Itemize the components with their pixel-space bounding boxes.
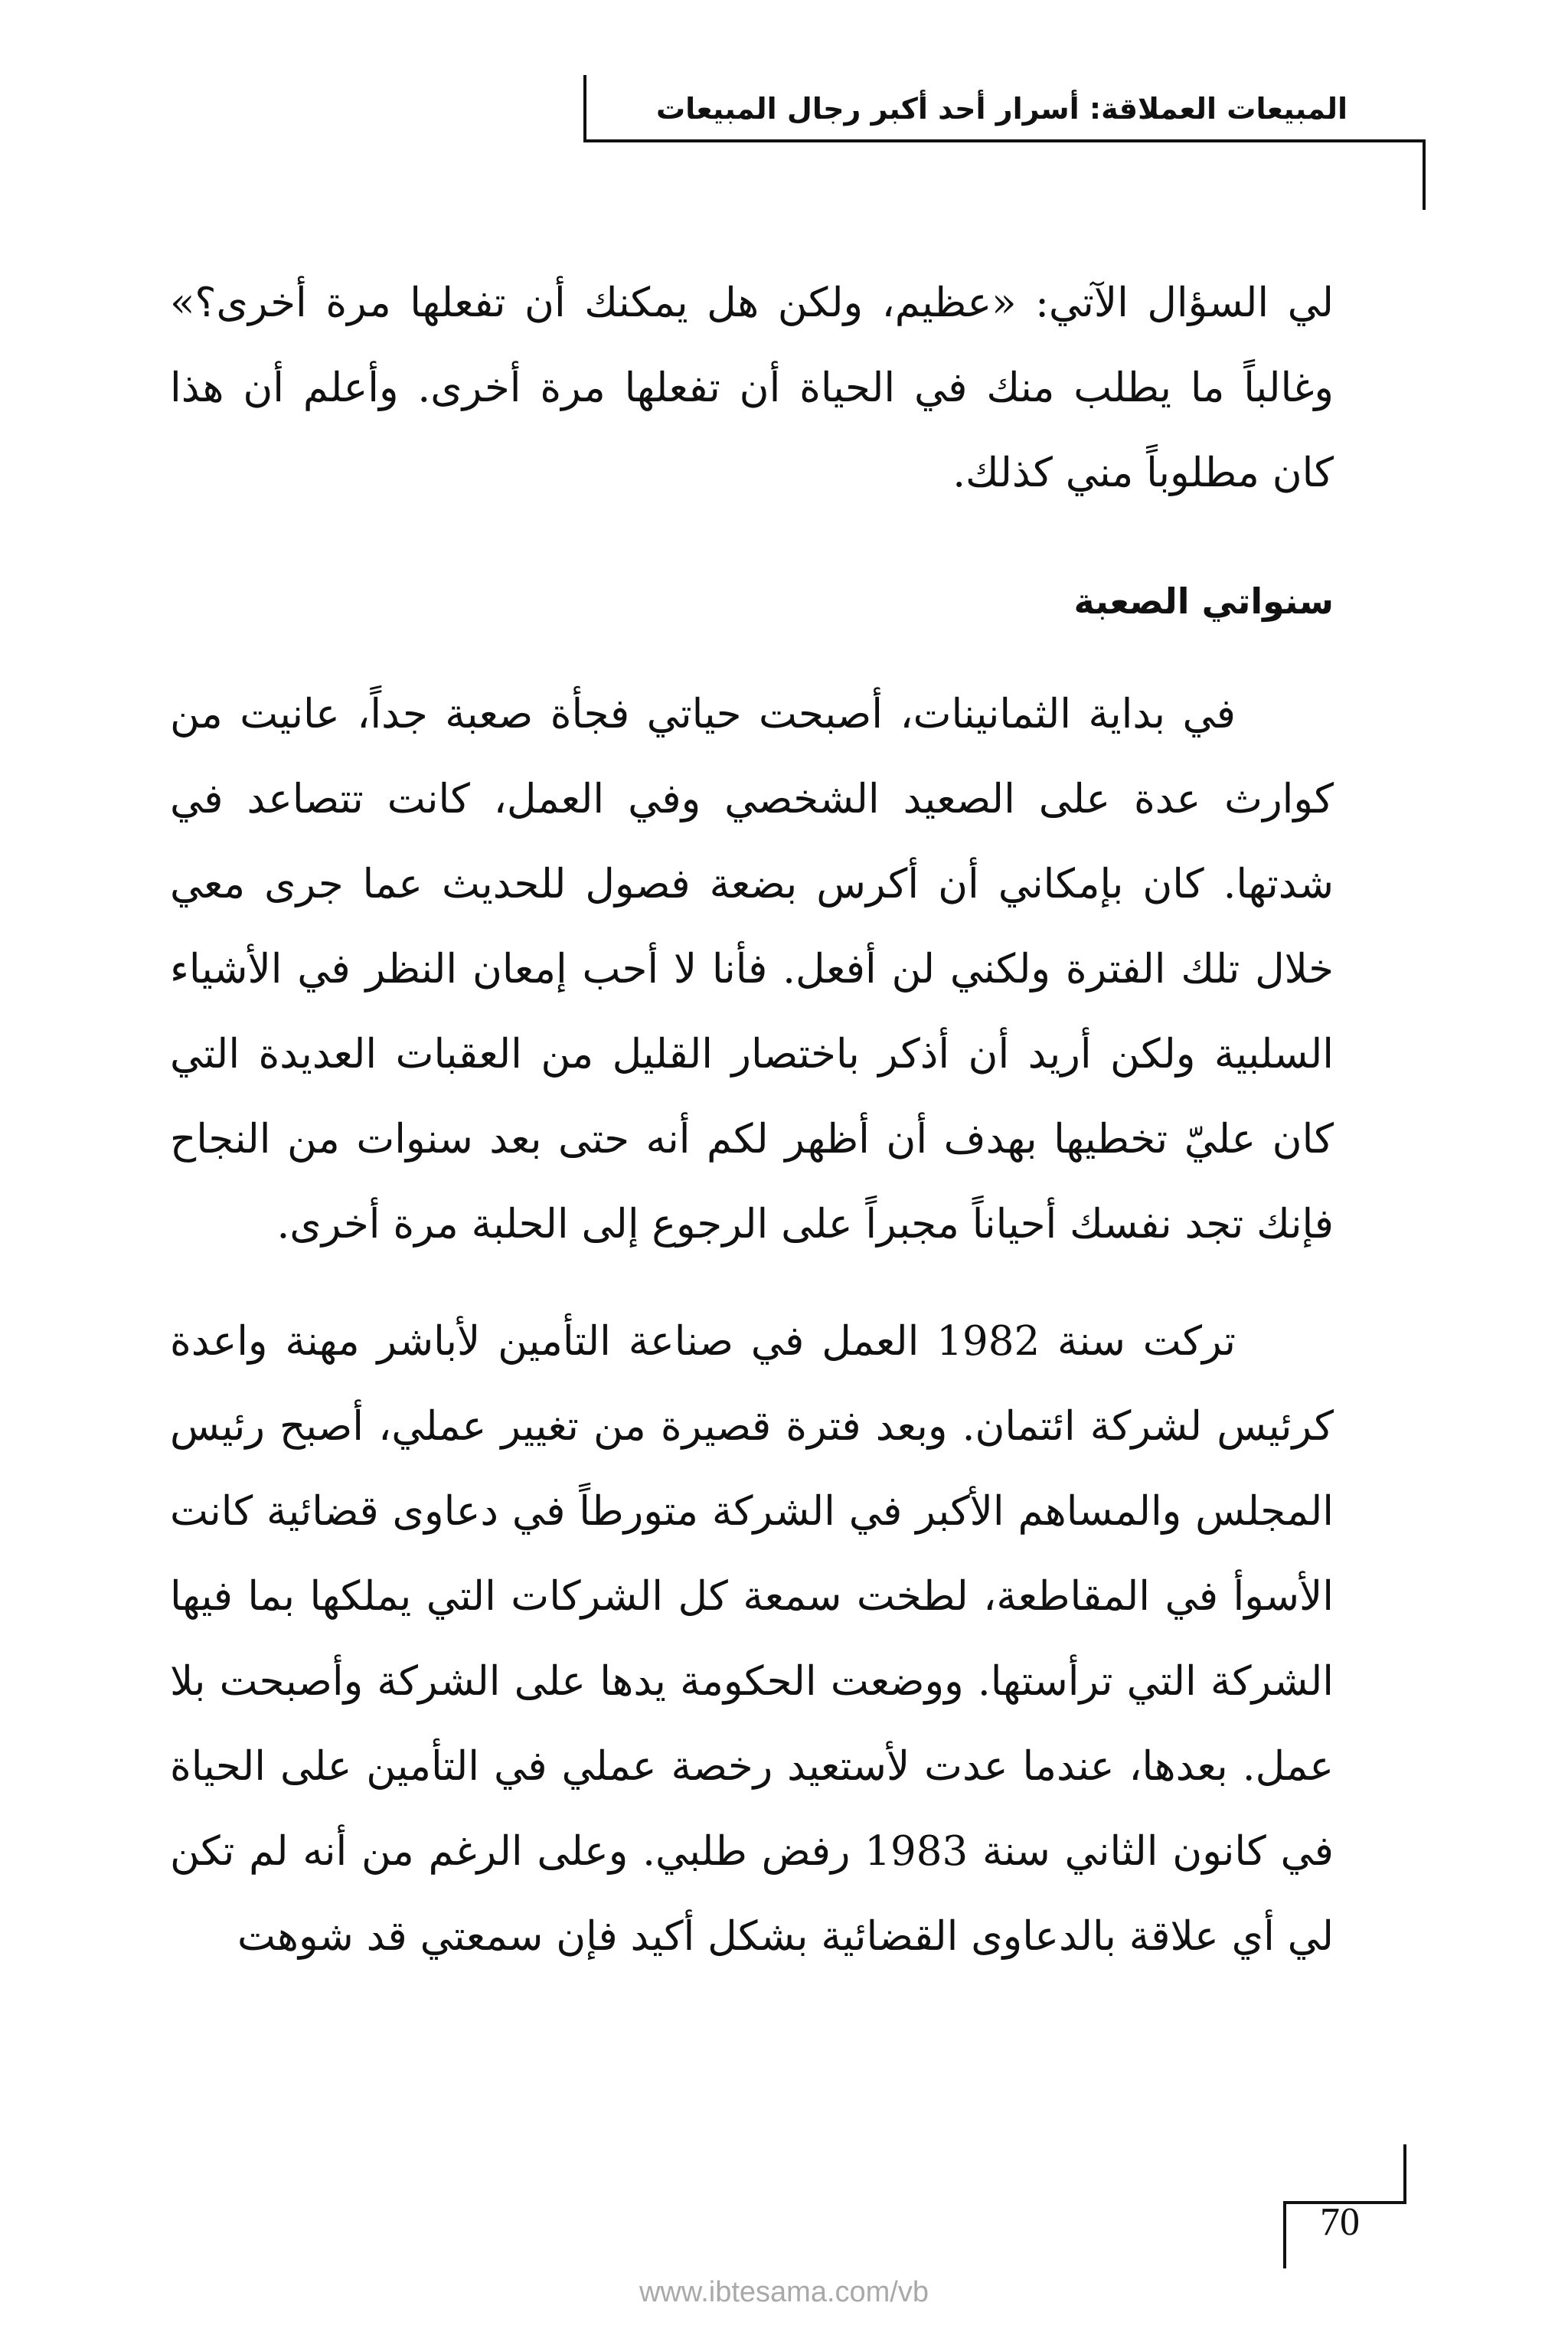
header-left-rule [583, 75, 586, 142]
spacer [170, 639, 1334, 672]
paragraph-early-eighties: في بداية الثمانينات، أصبحت حياتي فجأة صعبة جداً، عانيت من كوارث عدة على الصعيد الشخصي وفي العمل، كانت تتصاعد في شدتها. كان بإمكاني أن أكرس بضعة فصول للحديث عما جرى معي خلال تلك الفترة ولكني لن أفعل. فأنا لا أحب إمعان النظر في الأشياء السلبية ولكن أريد أن أذكر باختصار القليل من العقبات العديدة التي كان عليّ تخطيها بهدف أن أظهر لكم أنه حتى بعد سنوات من النجاح فإنك تجد نفسك أحياناً مجبراً على الرجوع إلى الحلبة مرة أخرى. [170, 691, 1334, 1248]
paragraph-continuation: لي السؤال الآتي: «عظيم، ولكن هل يمكنك أن تفعلها مرة أخرى؟» وغالباً ما يطلب منك في الحياة أن تفعلها مرة أخرى. وأعلم أن هذا كان مطلوباً مني كذلك. [170, 280, 1334, 496]
watermark-url: www.ibtesama.com/vb [639, 2276, 929, 2308]
running-header-title: المبيعات العملاقة: أسرار أحد أكبر رجال المبيعات [655, 92, 1348, 126]
spacer [170, 515, 1334, 563]
header-underline [583, 139, 1426, 142]
section-heading: سنواتي الصعبة [1073, 581, 1334, 622]
footer-left-rule [1283, 2201, 1286, 2268]
footer-right-rule [1403, 2144, 1406, 2204]
header-right-rule [1423, 139, 1426, 210]
page-number: 70 [1320, 2200, 1360, 2244]
spacer [170, 1267, 1334, 1299]
page-body [170, 260, 1334, 1979]
paragraph-1982: تركت سنة 1982 العمل في صناعة التأمين لأباشر مهنة واعدة كرئيس لشركة ائتمان. وبعد فترة قصيرة من تغيير عملي، أصبح رئيس المجلس والمساهم الأكبر في الشركة متورطاً في دعاوى قضائية كانت الأسوأ في المقاطعة، لطخت سمعة كل الشركات التي يملكها بما فيها الشركة التي ترأستها. ووضعت الحكومة يدها على الشركة وأصبحت بلا عمل. بعدها، عندما عدت لأستعيد رخصة عملي في التأمين على الحياة في كانون الثاني سنة 1983 رفض طلبي. وعلى الرغم من أنه لم تكن لي أي علاقة بالدعاوى القضائية بشكل أكيد فإن سمعتي قد شوهت [170, 1318, 1334, 1960]
